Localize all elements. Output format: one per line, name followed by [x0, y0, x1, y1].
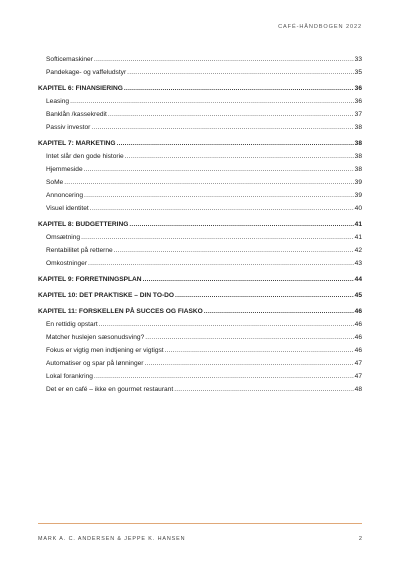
- toc-page-number: 43: [354, 260, 362, 267]
- toc-entry-label: Omkostninger: [46, 260, 88, 267]
- toc-page-number: 38: [354, 140, 362, 147]
- toc-entry[interactable]: [38, 166, 362, 179]
- toc-page-number: 39: [354, 179, 362, 186]
- toc-chapter-label: KAPITEL 7: MARKETING: [38, 140, 116, 147]
- toc-page-number: 47: [354, 373, 362, 380]
- toc-page-number: 40: [354, 205, 362, 212]
- toc-entry[interactable]: [38, 205, 362, 218]
- toc-dot-leader: [174, 386, 353, 394]
- toc-dot-leader: [145, 360, 354, 368]
- toc-chapter[interactable]: [38, 218, 362, 234]
- toc-chapter[interactable]: [38, 137, 362, 153]
- toc-dot-leader: [124, 85, 354, 93]
- toc-dot-leader: [117, 140, 354, 148]
- toc-dot-leader: [114, 247, 354, 255]
- toc-page-number: 46: [354, 321, 362, 328]
- toc-entry-label: Det er en café – ikke en gourmet restaurant: [46, 386, 174, 393]
- footer-page-number: 2: [358, 536, 362, 542]
- toc-entry-label: Hjemmeside: [46, 166, 83, 173]
- toc-entry[interactable]: [38, 247, 362, 260]
- toc-entry[interactable]: [38, 334, 362, 347]
- toc-entry[interactable]: [38, 321, 362, 334]
- toc-dot-leader: [127, 69, 354, 77]
- toc-dot-leader: [165, 347, 354, 355]
- toc-dot-leader: [143, 276, 354, 284]
- toc-entry[interactable]: [38, 111, 362, 124]
- toc-entry-label: Annoncering: [46, 192, 84, 199]
- toc-page-number: 37: [354, 111, 362, 118]
- toc-dot-leader: [94, 56, 354, 64]
- footer-authors: MARK A. C. ANDERSEN & JEPPE K. HANSEN: [38, 536, 186, 542]
- toc-entry[interactable]: [38, 179, 362, 192]
- toc-entry-label: Passiv investor: [46, 124, 91, 131]
- toc-entry-label: Omsætning: [46, 234, 81, 241]
- toc-dot-leader: [99, 321, 354, 329]
- toc-page-number: 38: [354, 166, 362, 173]
- toc-dot-leader: [64, 179, 353, 187]
- toc-chapter-label: KAPITEL 8: BUDGETTERING: [38, 221, 129, 228]
- running-header-title: CAFÉ-HÅNDBOGEN 2022: [278, 24, 362, 30]
- toc-page-number: 35: [354, 69, 362, 76]
- toc-entry[interactable]: [38, 260, 362, 273]
- toc-page-number: 48: [354, 386, 362, 393]
- toc-entry[interactable]: [38, 69, 362, 82]
- toc-page-number: 41: [354, 221, 362, 228]
- toc-dot-leader: [91, 124, 353, 132]
- toc-chapter-label: KAPITEL 10: DET PRAKTISKE – DIN TO-DO: [38, 292, 175, 299]
- toc-entry-label: SoMe: [46, 179, 64, 186]
- toc-entry-label: Banklån /kassekredit: [46, 111, 107, 118]
- toc-entry-label: Fokus er vigtig men indtjening er vigtigst: [46, 347, 164, 354]
- toc-page-number: 33: [354, 56, 362, 63]
- toc-page-number: 36: [354, 98, 362, 105]
- toc-page-number: 38: [354, 124, 362, 131]
- toc-dot-leader: [84, 166, 354, 174]
- toc-page-number: 46: [354, 347, 362, 354]
- toc-page-number: 46: [354, 334, 362, 341]
- toc-entry-label: Leasing: [46, 98, 70, 105]
- toc-dot-leader: [70, 98, 354, 106]
- toc-page-number: 46: [354, 308, 362, 315]
- toc-dot-leader: [88, 260, 354, 268]
- toc-entry[interactable]: [38, 347, 362, 360]
- toc-entry[interactable]: [38, 98, 362, 111]
- toc-entry-label: Automatiser og spar på lønninger: [46, 360, 144, 367]
- toc-entry-label: Intet slår den gode historie: [46, 153, 124, 160]
- toc-page-number: 41: [354, 234, 362, 241]
- toc-dot-leader: [175, 292, 354, 300]
- toc-dot-leader: [94, 373, 354, 381]
- toc-entry[interactable]: [38, 386, 362, 399]
- toc-entry-label: Rentabilitet på retterne: [46, 247, 113, 254]
- toc-page-number: 42: [354, 247, 362, 254]
- toc-entry[interactable]: [38, 373, 362, 386]
- toc-page-number: 36: [354, 85, 362, 92]
- toc-page-number: 45: [354, 292, 362, 299]
- toc-dot-leader: [108, 111, 354, 119]
- toc-entry-label: Visuel identitet: [46, 205, 89, 212]
- toc-page-number: 44: [354, 276, 362, 283]
- toc-chapter[interactable]: [38, 289, 362, 305]
- toc-page-number: 47: [354, 360, 362, 367]
- toc-chapter-label: KAPITEL 9: FORRETNINGSPLAN: [38, 276, 142, 283]
- toc-dot-leader: [125, 153, 354, 161]
- table-of-contents: [38, 56, 362, 399]
- toc-chapter[interactable]: [38, 273, 362, 289]
- toc-entry[interactable]: [38, 56, 362, 69]
- toc-entry[interactable]: [38, 360, 362, 373]
- toc-dot-leader: [81, 234, 354, 242]
- toc-chapter[interactable]: [38, 82, 362, 98]
- toc-dot-leader: [145, 334, 353, 342]
- toc-entry-label: En rettidig opstart: [46, 321, 98, 328]
- toc-entry[interactable]: [38, 192, 362, 205]
- toc-chapter-label: KAPITEL 11: FORSKELLEN PÅ SUCCES OG FIASKO: [38, 308, 203, 315]
- toc-entry[interactable]: [38, 124, 362, 137]
- toc-dot-leader: [129, 221, 353, 229]
- toc-page-number: 39: [354, 192, 362, 199]
- toc-entry-label: Softicemaskiner: [46, 56, 93, 63]
- toc-page-number: 38: [354, 153, 362, 160]
- footer-divider: [38, 523, 362, 524]
- toc-entry-label: Matcher huslejen sæsonudsving?: [46, 334, 145, 341]
- toc-entry[interactable]: [38, 234, 362, 247]
- toc-entry-label: Lokal forankring: [46, 373, 93, 380]
- toc-chapter[interactable]: [38, 305, 362, 321]
- toc-dot-leader: [90, 205, 354, 213]
- toc-entry-label: Pandekage- og vaffeludstyr: [46, 69, 127, 76]
- toc-chapter-label: KAPITEL 6: FINANSIERING: [38, 85, 123, 92]
- toc-entry[interactable]: [38, 153, 362, 166]
- toc-dot-leader: [204, 308, 354, 316]
- toc-dot-leader: [84, 192, 354, 200]
